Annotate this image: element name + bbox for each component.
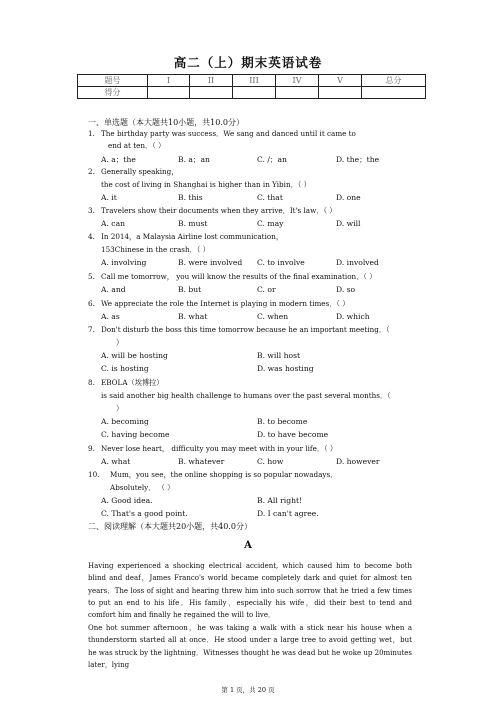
option-b: B. to become [257, 417, 308, 426]
option-a: A. and [101, 285, 126, 294]
option-d: D. was hosting [257, 364, 314, 373]
option-a: A. it [101, 193, 117, 202]
passage-paragraph: Having experienced a shocking electrical accident, which caused him to become both blind and deaf，James Franco's world became completely dark and quiet for almost ten years．The loss of sight and hearing threw him into such sorrow that he tried a few times to put an end to his life．His family，especially his wife，did their best to tend and comfort him and finally he regained the will to live． [88, 562, 412, 620]
option-d: D. which [336, 312, 370, 321]
question-number: 10. [88, 470, 100, 479]
option-c: C. having become [101, 430, 170, 439]
option-d: D. so [336, 285, 356, 294]
question-text: Call me tomorrow， you will know the results of the final examination．（ ） [101, 272, 377, 281]
option-c: C. how [257, 457, 284, 466]
question-number: 5. [88, 272, 95, 281]
question-2 [88, 167, 178, 176]
section-heading: 二、阅读理解（本大题共20小题，共40.0分） [88, 522, 252, 531]
passage-title: A [244, 540, 252, 551]
question-text-cont: end at ten．（ ） [108, 141, 166, 150]
question-text-cont: ） [116, 404, 124, 413]
header-cell: IV [276, 75, 319, 87]
question-number: 7. [88, 325, 95, 334]
option-c: C. or [257, 285, 276, 294]
option-a: A. becoming [101, 417, 149, 426]
question-number: 8. [88, 378, 95, 387]
option-a: A. what [101, 457, 131, 466]
exam-title: 高二（上）期末英语试卷 [173, 55, 323, 70]
option-b: B. whatever [178, 457, 225, 466]
question-number: 6. [88, 299, 95, 308]
option-a: A. involving [101, 258, 147, 267]
question-text: The birthday party was success．We sang and danced until it came to [101, 129, 356, 138]
question-text: Don't disturb the boss this time tomorrow because he an important meeting．（ [101, 325, 390, 334]
option-c: C. when [257, 312, 289, 321]
option-d: D. the；the [336, 155, 380, 164]
question-text-cont: Absolutely． （ ） [110, 483, 175, 492]
question-5 [88, 272, 376, 281]
question-number: 2. [88, 167, 95, 176]
option-c: C. is hosting [101, 364, 149, 373]
option-c: C. to involve [257, 258, 305, 267]
score-table [77, 74, 426, 99]
option-d: D. to have become [257, 430, 329, 439]
score-label-cell: 得分 [78, 87, 148, 99]
score-cell [233, 87, 276, 99]
question-text: Generally speaking， [101, 167, 179, 176]
option-b: B. will host [257, 351, 301, 360]
score-cell [190, 87, 233, 99]
question-8 [88, 378, 163, 387]
option-d: D. will [336, 219, 361, 228]
option-a: A. can [101, 219, 125, 228]
question-number: 9. [88, 444, 95, 453]
question-text: Mum，you see，the online shopping is so popular nowadays． [110, 470, 338, 479]
question-text: Never lose heart， difficulty you may meet with in your life．（ ） [101, 444, 338, 453]
page-footer: 第 1 页，共 20 页 [221, 686, 275, 694]
section-heading: 一、单选题（本大题共10小题，共10.0分） [88, 118, 244, 127]
option-c: C. That's a good point. [101, 509, 188, 518]
option-d: D. one [336, 193, 361, 202]
option-d: D. involved [336, 258, 379, 267]
question-10 [88, 470, 337, 479]
question-7 [88, 325, 390, 334]
option-a: A. a；the [101, 155, 136, 164]
passage-paragraph: One hot summer afternoon，he was taking a walk with a stick near his house when a thunderstorm started all at once．He stood under a large tree to avoid getting wet，but he was struck by the lightning．Witnesses thought he was dead but he woke up 20minutes later，lying [88, 624, 412, 669]
question-text: Travelers show their documents when they arrive．It's law．（ ） [101, 206, 337, 215]
question-text-cont: the cost of living in Shanghai is higher than in Yibin．（ ） [101, 180, 311, 189]
score-table-score-row [78, 87, 426, 99]
option-b: B. were involved [178, 258, 243, 267]
option-a: A. will be hosting [101, 351, 168, 360]
header-cell: I [148, 75, 190, 87]
option-c: C. /；an [257, 155, 287, 164]
option-a: A. Good idea. [101, 496, 153, 505]
header-cell: II [190, 75, 233, 87]
option-b: B. a；an [178, 155, 210, 164]
header-cell: 总分 [362, 75, 426, 87]
score-cell [148, 87, 190, 99]
question-9 [88, 444, 337, 453]
option-a: A. as [101, 312, 120, 321]
score-cell [319, 87, 362, 99]
option-b: B. must [178, 219, 208, 228]
question-text-cont: 153Chinese in the crash．（ ） [101, 245, 210, 254]
question-text: EBOLA（埃博拉） [101, 378, 164, 387]
option-b: B. what [178, 312, 208, 321]
question-number: 4. [88, 232, 95, 241]
question-6 [88, 299, 349, 308]
option-c: C. that [257, 193, 283, 202]
header-cell: 题号 [78, 75, 148, 87]
score-cell [276, 87, 319, 99]
question-number: 1. [88, 129, 95, 138]
question-text-cont: is said another big health challenge to humans over the past several months．（ [101, 391, 391, 400]
question-4 [88, 232, 283, 241]
header-cell: V [319, 75, 362, 87]
question-text-cont: ） [116, 338, 124, 347]
option-d: D. however [336, 457, 380, 466]
question-3 [88, 206, 337, 215]
option-b: B. this [178, 193, 203, 202]
option-d: D. I can't agree. [257, 509, 319, 518]
score-table-header-row [78, 75, 426, 87]
question-text: In 2014，a Malaysia Airline lost communication， [101, 232, 284, 241]
question-1 [88, 129, 356, 138]
score-cell [362, 87, 426, 99]
option-b: B. but [178, 285, 202, 294]
question-number: 3. [88, 206, 95, 215]
option-b: B. All right! [257, 496, 303, 505]
option-c: C. may [257, 219, 284, 228]
header-cell: III [233, 75, 276, 87]
question-text: We appreciate the role the Internet is playing in modern times．（ ） [101, 299, 350, 308]
